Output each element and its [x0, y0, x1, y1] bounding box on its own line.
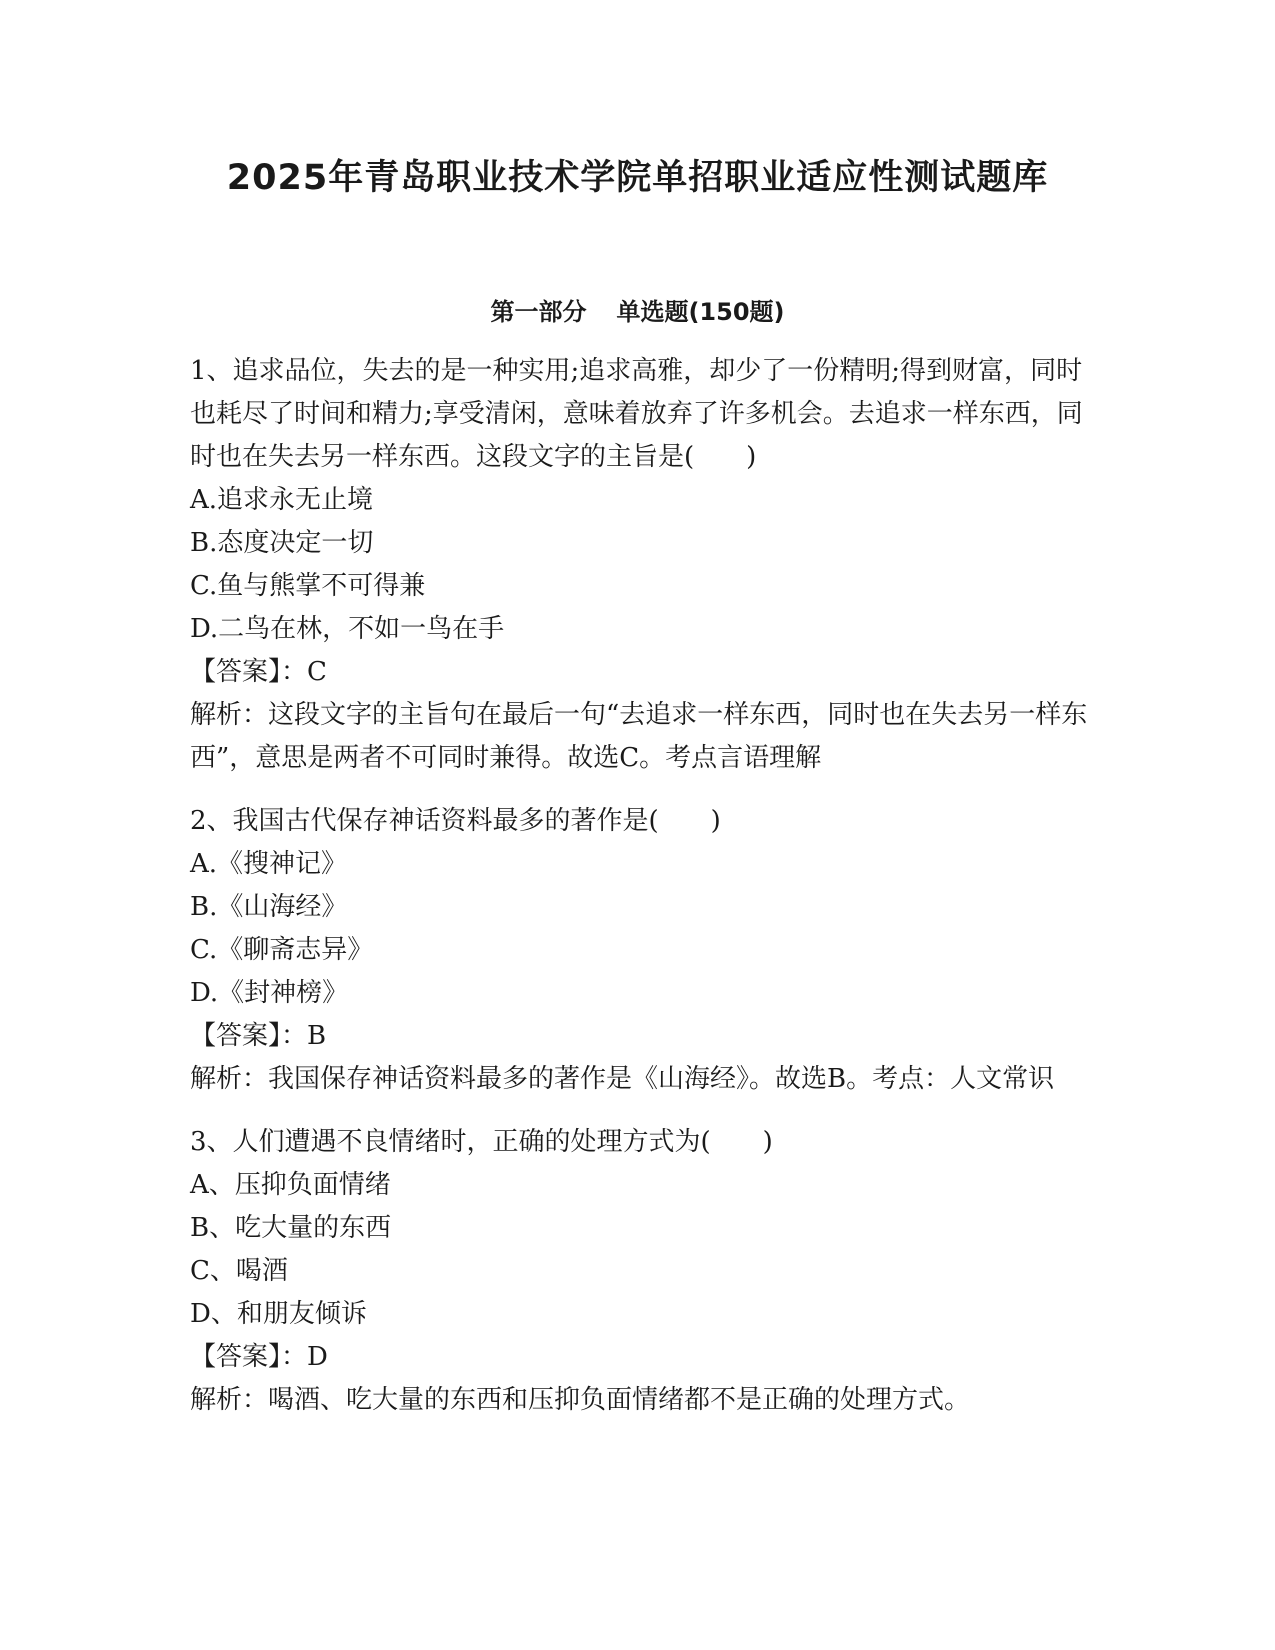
answer-label: 【答案】： — [190, 1342, 308, 1372]
answer-value: D — [307, 1342, 328, 1372]
option-a: A.追求永无止境 — [190, 485, 374, 515]
option-a: A.《搜神记》 — [190, 849, 348, 879]
answer-value: B — [307, 1021, 327, 1051]
section-label: 单选题(150题) — [616, 298, 785, 326]
question-2 — [190, 800, 1090, 1101]
answer-label: 【答案】： — [190, 1021, 308, 1051]
document-title: 2025年青岛职业技术学院单招职业适应性测试题库 — [226, 158, 1049, 198]
option-c: C.鱼与熊掌不可得兼 — [190, 571, 426, 601]
option-d: D.《封神榜》 — [190, 978, 349, 1008]
option-b: B、吃大量的东西 — [190, 1213, 392, 1243]
answer-line — [190, 1336, 1090, 1379]
analysis: 解析：我国保存神话资料最多的著作是《山海经》。故选B。考点：人文常识 — [190, 1064, 1055, 1094]
question-3 — [190, 1121, 1090, 1422]
option-a: A、压抑负面情绪 — [190, 1170, 391, 1200]
answer-line — [190, 651, 1090, 694]
answer-line — [190, 1015, 1090, 1058]
answer-value: C — [307, 657, 327, 687]
question-list — [190, 350, 1090, 1442]
section-name: 第一部分 — [490, 298, 587, 326]
question-stem: 2、我国古代保存神话资料最多的著作是( ) — [190, 806, 721, 836]
option-d: D、和朋友倾诉 — [190, 1299, 367, 1329]
option-b: B.《山海经》 — [190, 892, 348, 922]
analysis: 解析：这段文字的主旨句在最后一句“去追求一样东西，同时也在失去另一样东西”，意思是两者不可同时兼得。故选C。考点言语理解 — [190, 700, 1088, 773]
question-1 — [190, 350, 1090, 780]
section-title — [0, 292, 1275, 327]
option-d: D.二鸟在林，不如一鸟在手 — [190, 614, 505, 644]
option-c: C.《聊斋志异》 — [190, 935, 374, 965]
option-c: C、喝酒 — [190, 1256, 288, 1286]
analysis: 解析：喝酒、吃大量的东西和压抑负面情绪都不是正确的处理方式。 — [190, 1385, 971, 1415]
question-stem: 1、追求品位，失去的是一种实用;追求高雅，却少了一份精明;得到财富，同时也耗尽了时间和精力;享受清闲，意味着放弃了许多机会。去追求一样东西，同时也在失去另一样东西。这段文字的主旨是( ) — [190, 356, 1083, 472]
option-b: B.态度决定一切 — [190, 528, 374, 558]
question-stem: 3、人们遭遇不良情绪时，正确的处理方式为( ) — [190, 1127, 773, 1157]
answer-label: 【答案】： — [190, 657, 308, 687]
